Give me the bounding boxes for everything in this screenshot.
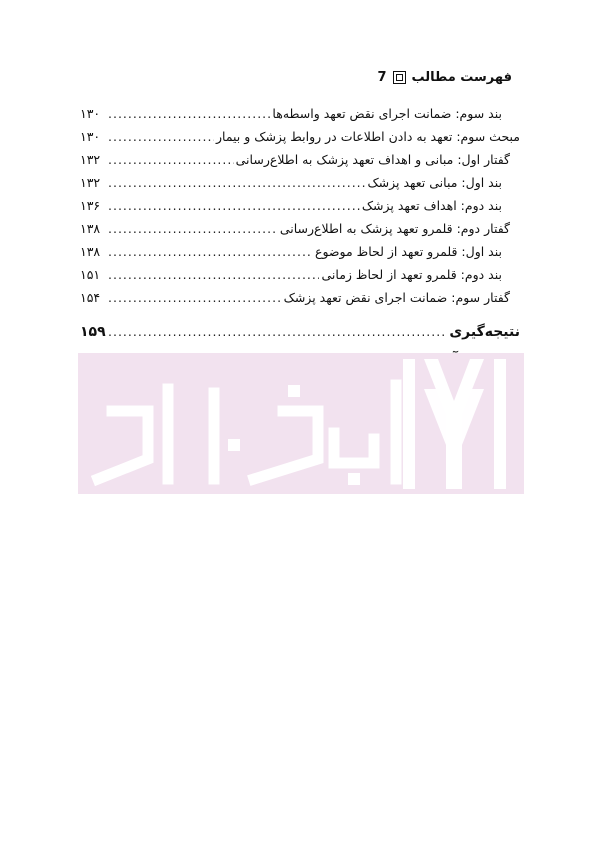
toc-entry[interactable] bbox=[80, 146, 520, 168]
book-icon bbox=[393, 71, 406, 84]
toc-dot-leader bbox=[108, 175, 365, 191]
toc-entry-title: بند اول: قلمرو تعهد از لحاظ موضوع bbox=[315, 244, 502, 259]
toc-entry-page: ۱۵۹ bbox=[80, 324, 106, 340]
toc-entry-title: گفتار سوم: ضمانت اجرای نقض تعهد پزشک bbox=[283, 290, 510, 305]
toc-dot-leader bbox=[108, 290, 282, 306]
toc-entry-page: ۱۳۰ bbox=[80, 106, 101, 121]
toc-entry[interactable] bbox=[80, 169, 520, 191]
toc-dot-leader bbox=[108, 267, 319, 283]
toc-entry-title: بند دوم: قلمرو تعهد از لحاظ زمانی bbox=[321, 267, 502, 282]
toc-entry-page: ۱۳۶ bbox=[80, 198, 101, 213]
toc-dot-leader bbox=[108, 221, 278, 237]
watermark-graphic bbox=[78, 353, 524, 494]
toc-entry-page: ۱۳۲ bbox=[80, 175, 101, 190]
toc-entry[interactable] bbox=[80, 123, 520, 145]
toc-entry-page: ۱۳۸ bbox=[80, 221, 101, 236]
toc-entry-title: بند دوم: اهداف تعهد پزشک bbox=[361, 198, 502, 213]
running-header bbox=[377, 70, 512, 85]
toc-dot-leader bbox=[108, 129, 214, 145]
toc-entry-page: ۱۵۴ bbox=[80, 290, 101, 305]
toc-entry-page: ۱۳۸ bbox=[80, 244, 101, 259]
toc-entry-title: گفتار اول: مبانی و اهداف تعهد پزشک به اطلاع‌رسانی bbox=[235, 152, 510, 167]
toc-dot-leader bbox=[108, 244, 313, 260]
toc-entry[interactable] bbox=[80, 100, 520, 122]
toc-dot-leader bbox=[108, 198, 360, 214]
toc-entry-title: گفتار دوم: قلمرو تعهد پزشک به اطلاع‌رسانی bbox=[279, 221, 510, 236]
toc-entry-page: ۱۵۱ bbox=[80, 267, 101, 282]
toc-entry-page: ۱۳۰ bbox=[80, 129, 101, 144]
toc-entry-title: نتیجه‌گیری bbox=[449, 324, 520, 340]
watermark-lettering bbox=[98, 385, 396, 479]
toc-entry[interactable] bbox=[80, 261, 520, 283]
header-title: فهرست مطالب bbox=[411, 70, 512, 85]
toc-entry[interactable] bbox=[80, 215, 520, 237]
toc-entry-title: بند اول: مبانی تعهد پزشک bbox=[367, 175, 502, 190]
toc-entry-title: مبحث سوم: تعهد به دادن اطلاعات در روابط پزشک و بیمار bbox=[215, 129, 520, 144]
toc-entry[interactable] bbox=[80, 284, 520, 306]
toc-dot-leader bbox=[108, 324, 447, 340]
toc-entry[interactable] bbox=[80, 192, 520, 214]
watermark-emblem-icon bbox=[403, 359, 506, 489]
toc-dot-leader bbox=[108, 106, 270, 122]
header-page-number: 7 bbox=[377, 70, 387, 85]
watermark-logo bbox=[78, 353, 524, 494]
toc-entry[interactable] bbox=[80, 238, 520, 260]
toc-entry-page: ۱۳۲ bbox=[80, 152, 101, 167]
toc-entry-major[interactable] bbox=[80, 318, 520, 340]
toc-dot-leader bbox=[108, 152, 234, 168]
toc-entry-title: بند سوم: ضمانت اجرای نقض تعهد واسطه‌ها bbox=[272, 106, 502, 121]
